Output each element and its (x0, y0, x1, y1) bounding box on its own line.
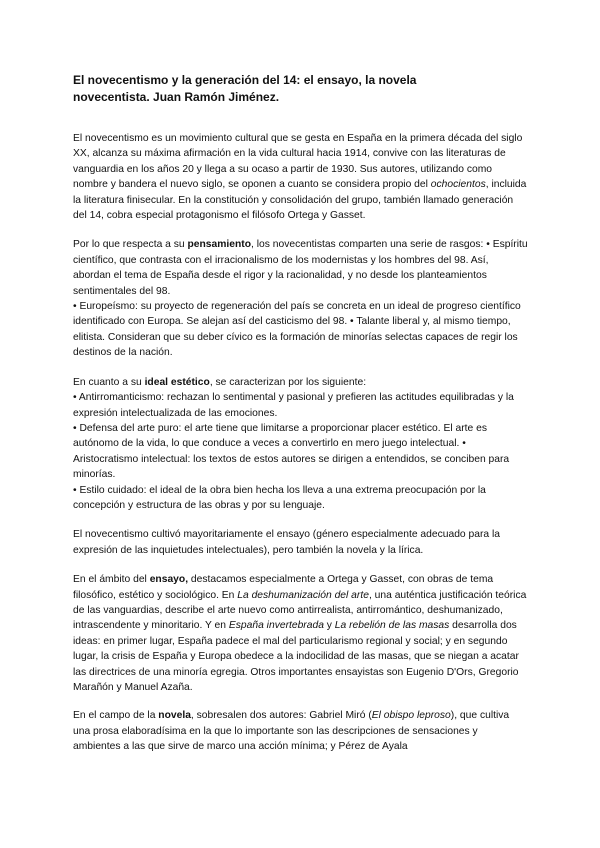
paragraph-intro (73, 131, 528, 223)
page-title (73, 72, 523, 106)
bullet-item: • Defensa del arte puro: el arte tiene que limitarse a proporcionar placer estético. El arte es autónomo de la vida, lo que conduce a veces a convertirlo en mero juego intelectual. • Aristocratismo intelectual: los textos de estos autores se dirigen a entendidos, se conciben para minorías. (73, 422, 510, 481)
paragraph-generos (73, 527, 528, 558)
paragraph-novela (73, 708, 528, 754)
bullet-item: • Antirromanticismo: rechazan lo sentimental y pasional y prefieren las actitudes equilibradas y la expresión intelectualizada de las emociones. (73, 392, 514, 419)
paragraph-pensamiento (73, 237, 528, 360)
italic-term: ochocientos (430, 179, 486, 191)
text-run: , se caracterizan por los siguiente: (209, 376, 367, 388)
bold-term: novela (158, 710, 191, 722)
text-run: , sobresalen dos autores: Gabriel Miró ( (190, 710, 372, 722)
book-title: La rebelión de las masas (334, 620, 450, 632)
text-run: En cuanto a su (73, 376, 145, 388)
paragraph-ensayo (73, 572, 528, 695)
book-title: La deshumanización del arte (237, 589, 369, 601)
text-run: , los novecentistas comparten una serie de rasgos: • Espíritu científico, que contrasta con el irracionalismo de los modernistas y los hombres del 98. Así, abordan el tema de España desde el rigor y la racionalidad, y no desde los planteamientos sentimentales del 98. (73, 239, 528, 297)
text-run: y (323, 620, 335, 632)
text-run: , una auténtica justificación teórica de las vanguardias, describe el arte nuevo como antirrealista, antirromántico, deshumanizado, intrascendente y minoritario. Y en (73, 589, 527, 632)
title-line-2: novecentista. Juan Ramón Jiménez. (73, 90, 280, 104)
title-line-1: El novecentismo y la generación del 14: el ensayo, la novela (73, 73, 417, 87)
text-run: El novecentismo es un movimiento cultural que se gesta en España en la primera década del siglo XX, alcanza su máxima afirmación en la vida cultural hacia 1914, convive con las literaturas de vanguardia en los años 20 y llega a su ocaso a partir de 1930. Sus autores, utilizando como nombre y bandera el nuevo siglo, se oponen a cuanto se considera propio del (73, 133, 523, 191)
text-run: , incluida la literatura finisecular. En la constitución y consolidación del grupo, también llamado generación del 14, cobra especial protagonismo el filósofo Ortega y Gasset. (73, 179, 527, 222)
bold-term: ideal estético (144, 376, 210, 388)
paragraph-ideal-estetico (73, 375, 528, 514)
document-body (73, 131, 528, 769)
text-run: • Europeísmo: su proyecto de regeneración del país se concreta en un ideal de progreso científico identificado con Europa. Se alejan así del casticismo del 98. • Talante liberal y, al mismo tiempo, elitista. Consideran que su deber cívico es la formación de minorías selectas capaces de regir los destinos de la nación. (73, 301, 521, 359)
bold-term: pensamiento (187, 239, 251, 251)
book-title: El obispo leproso (371, 710, 451, 722)
text-run: En el ámbito del (73, 574, 150, 586)
text-run: El novecentismo cultivó mayoritariamente el ensayo (género especialmente adecuado para la expresión de las inquietudes intelectuales), pero también la novela y la lírica. (73, 529, 500, 556)
book-title: España invertebrada (228, 620, 324, 632)
bullet-item: • Estilo cuidado: el ideal de la obra bien hecha los lleva a una extrema preocupación por la concepción y estructura de las obras y por su lenguaje. (73, 484, 486, 511)
text-run: destacamos especialmente a Ortega y Gasset, con obras de tema filosófico, estético y sociológico. En (73, 574, 494, 601)
bold-term: ensayo, (149, 574, 189, 586)
text-run: Por lo que respecta a su (73, 239, 188, 251)
text-run: En el campo de la (73, 710, 159, 722)
text-run: ), que cultiva una prosa elaboradísima en la que lo importante son las descripciones de sensaciones y ambientes a las que sirve de marco una acción mínima; y Pérez de Ayala (73, 710, 510, 753)
text-run: desarrolla dos ideas: en primer lugar, España padece el mal del particularismo regional y social; y en segundo lugar, la crisis de España y Europa obedece a la indocilidad de las masas, que se niegan a acatar las directrices de una minoría egregia. Otros importantes ensayistas son Eugenio D'Ors, Gregorio Marañón y Manuel Azaña. (73, 620, 519, 693)
